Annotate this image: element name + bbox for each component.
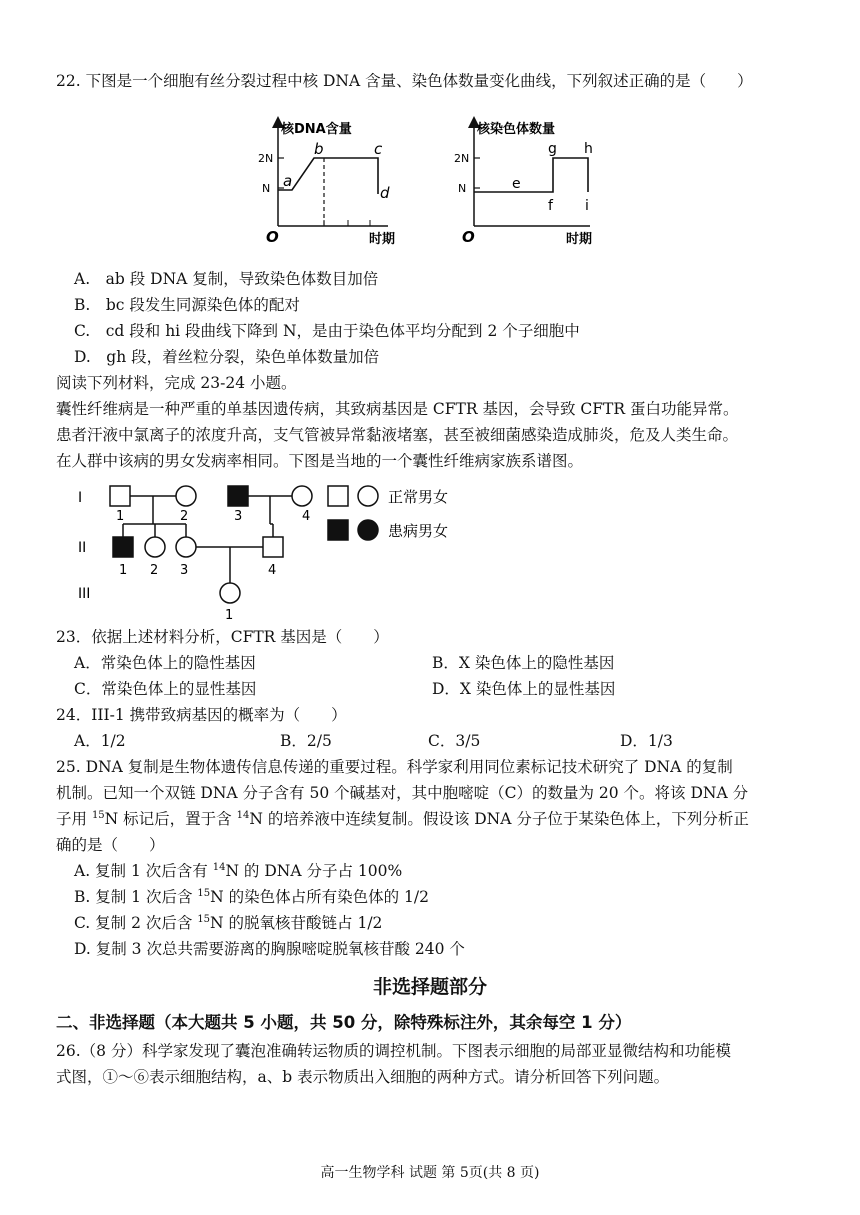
q25-stem-2: 机制。已知一个双链 DNA 分子含有 50 个碱基对，其中胞嘧啶（C）的数量为 20 个。将该 DNA 分: [56, 784, 749, 802]
q24-option-d: D．1/3: [620, 732, 673, 750]
q25-stem-4: 确的是（ ）: [56, 836, 165, 854]
svg-text:2: 2: [150, 563, 159, 578]
II-1-affected-male: [113, 537, 133, 557]
material-para-3: 在人群中该病的男女发病率相同。下图是当地的一个囊性纤维病家族系谱图。: [56, 452, 584, 470]
point-d: d: [380, 184, 390, 202]
tick-2n: 2N: [258, 152, 274, 165]
x-axis-label: 时期: [566, 232, 593, 247]
q25-stem-1: 25. DNA 复制是生物体遗传信息传递的重要过程。科学家利用同位素标记技术研究了 DNA 的复制: [56, 758, 733, 776]
tick-n: N: [262, 182, 271, 195]
I-1-male: [110, 486, 130, 506]
q22-option-a: A. ab 段 DNA 复制，导致染色体数目加倍: [74, 270, 379, 288]
legend-affected-label: 患病男女: [388, 522, 449, 540]
point-f: f: [548, 198, 553, 214]
q26-line-2: 式图，①～⑥表示细胞结构，a、b 表示物质出入细胞的两种方式。请分析回答下列问题。: [56, 1068, 670, 1086]
y-axis-label: 核染色体数量: [477, 122, 556, 137]
III-1-female: [220, 583, 240, 603]
q23-option-c: C．常染色体上的显性基因: [74, 680, 257, 698]
q25-option-c: C. 复制 2 次后含 $^{15}$N 的脱氧核苷酸链占 1/2: [74, 913, 383, 932]
section-title: 非选择题部分: [372, 976, 487, 998]
y-axis-label: 核DNA含量: [281, 122, 352, 137]
point-h: h: [584, 141, 593, 157]
q22-dna-chart: [248, 112, 408, 252]
part2-heading: 二、非选择题（本大题共 5 小题，共 50 分，除特殊标注外，其余每空 1 分）: [56, 1013, 632, 1032]
q24-option-a: A．1/2: [74, 732, 126, 750]
point-a: a: [283, 172, 293, 190]
q24-option-c: C．3/5: [428, 732, 481, 750]
II-2-female: [145, 537, 165, 557]
q22-stem: 22. 下图是一个细胞有丝分裂过程中核 DNA 含量、染色体数量变化曲线，下列叙述正确的是（ ）: [56, 72, 753, 90]
q22-option-c: C. cd 段和 hi 段曲线下降到 N，是由于染色体平均分配到 2 个子细胞中: [74, 322, 580, 340]
legend-normal-male: [328, 486, 348, 506]
point-i: i: [585, 198, 589, 214]
II-4-male: [263, 537, 283, 557]
dna-curve: [278, 158, 378, 194]
point-e: e: [512, 176, 521, 192]
q22-option-d: D. gh 段，着丝粒分裂，染色单体数量加倍: [74, 348, 380, 366]
q25-option-b: B. 复制 1 次后含 $^{15}$N 的染色体占所有染色体的 1/2: [74, 887, 429, 906]
q23-option-a: A．常染色体上的隐性基因: [74, 654, 256, 672]
material-intro: 阅读下列材料，完成 23-24 小题。: [56, 374, 297, 392]
q23-option-d: D．X 染色体上的显性基因: [432, 680, 616, 698]
pedigree-chart: [70, 480, 490, 625]
point-g: g: [548, 141, 557, 157]
q22-chromosome-chart: [448, 112, 608, 252]
q22-option-b: B. bc 段发生同源染色体的配对: [74, 296, 300, 314]
x-axis-label: 时期: [369, 232, 396, 247]
svg-text:4: 4: [268, 563, 277, 578]
chromosome-curve: [474, 158, 588, 192]
material-para-1: 囊性纤维病是一种严重的单基因遗传病，其致病基因是 CFTR 基因，会导致 CFTR 蛋白功能异常。: [56, 400, 739, 418]
tick-2n: 2N: [454, 152, 470, 165]
point-c: c: [374, 140, 383, 158]
origin-label: O: [266, 228, 279, 246]
svg-text:1: 1: [119, 563, 128, 578]
point-b: b: [314, 140, 324, 158]
q23-option-b: B．X 染色体上的隐性基因: [432, 654, 615, 672]
material-para-2: 患者汗液中氯离子的浓度升高，支气管被异常黏液堵塞，甚至被细菌感染造成肺炎，危及人类生命。: [56, 426, 739, 444]
legend-normal-label: 正常男女: [388, 488, 449, 506]
q24-stem: 24．III-1 携带致病基因的概率为（ ）: [56, 706, 347, 724]
page-footer: 高一生物学科 试题 第 5页(共 8 页): [320, 1165, 540, 1181]
svg-text:2: 2: [180, 509, 189, 524]
svg-text:4: 4: [302, 509, 311, 524]
I-4-female: [292, 486, 312, 506]
svg-text:3: 3: [234, 509, 243, 524]
q23-stem: 23．依据上述材料分析，CFTR 基因是（ ）: [56, 628, 389, 646]
origin-label: O: [462, 228, 475, 246]
q24-option-b: B．2/5: [280, 732, 332, 750]
legend-normal-female: [358, 486, 378, 506]
svg-text:3: 3: [180, 563, 189, 578]
II-3-female: [176, 537, 196, 557]
q25-stem-3: 子用 $^{15}$N 标记后，置于含 $^{14}$N 的培养液中连续复制。假设该 DNA 分子位于某染色体上，下列分析正: [56, 809, 749, 828]
legend-affected-female: [358, 520, 378, 540]
gen-label-ii: II: [78, 540, 87, 556]
q25-option-a: A. 复制 1 次后含有 $^{14}$N 的 DNA 分子占 100%: [74, 861, 403, 880]
q26-line-1: 26.（8 分）科学家发现了囊泡准确转运物质的调控机制。下图表示细胞的局部亚显微结构和功能模: [56, 1042, 731, 1060]
q25-option-d: D. 复制 3 次总共需要游离的胸腺嘧啶脱氧核苷酸 240 个: [74, 940, 465, 958]
svg-text:1: 1: [225, 608, 234, 623]
I-3-affected-male: [228, 486, 248, 506]
I-2-female: [176, 486, 196, 506]
tick-n: N: [458, 182, 467, 195]
gen-label-iii: III: [78, 586, 91, 602]
legend-affected-male: [328, 520, 348, 540]
svg-text:1: 1: [116, 509, 125, 524]
gen-label-i: I: [78, 490, 83, 506]
